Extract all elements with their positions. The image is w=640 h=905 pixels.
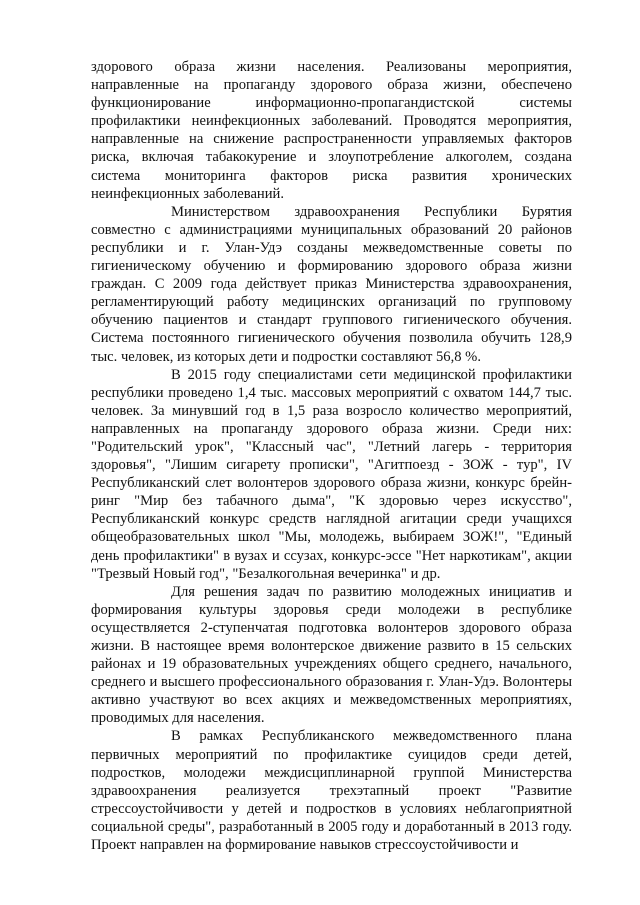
document-page <box>91 58 572 854</box>
paragraph-3: В 2015 году специалистами сети медицинской профилактики республики проведено 1,4 тыс. массовых мероприятий с охватом 144,7 тыс. человек. За минувший год в 1,5 раза возросло количество мероприятий, направленных на пропаганду здорового образа жизни. Среди них: "Родительский урок", "Классный час", "Летний лагерь - территория здоровья", "Лишим сигарету прописки", "Агитпоезд - ЗОЖ - тур", IV Республиканский слет волонтеров здорового образа жизни, конкурс брейн-ринг "Мир без табачного дыма", "К здоровью через искусство", Республиканский конкурс средств наглядной агитации среди учащихся общеобразовательных школ "Мы, молодежь, выбираем ЗОЖ!", "Единый день профилактики" в вузах и ссузах, конкурс-эссе "Нет наркотикам", акции "Трезвый Новый год", "Безалкогольная вечеринка" и др. <box>91 366 572 582</box>
paragraph-1: здорового образа жизни населения. Реализованы мероприятия, направленные на пропаганду здорового образа жизни, обеспечено функционирование информационно-пропагандистской системы профилактики неинфекционных заболеваний. Проводятся мероприятия, направленные на снижение распространенности управляемых факторов риска, включая табакокурение и злоупотребление алкоголем, создана система мониторинга факторов риска развития хронических неинфекционных заболеваний. <box>91 59 572 202</box>
paragraph-4: Для решения задач по развитию молодежных инициатив и формирования культуры здоровья среди молодежи в республике осуществляется 2-ступенчатая подготовка волонтеров здорового образа жизни. В настоящее время волонтерское движение развито в 15 сельских районах и 19 образовательных учреждениях общего среднего, начального, среднего и высшего профессионального образования г. Улан-Удэ. Волонтеры активно участвуют во всех акциях и межведомственных мероприятиях, проводимых для населения. <box>91 583 572 727</box>
paragraph-5: В рамках Республиканского межведомственного плана первичных мероприятий по профилактике суицидов среди детей, подростков, молодежи междисциплинарной группой Министерства здравоохранения реализуется трехэтапный проект "Развитие стрессоустойчивости у детей и подростков в условиях неблагоприятной социальной среды", разработанный в 2005 году и доработанный в 2013 году. Проект направлен на формирование навыков стрессоустойчивости и <box>91 728 572 854</box>
paragraph-2: Министерством здравоохранения Республики Бурятия совместно с администрациями муниципальных образований 20 районов республики и г. Улан-Удэ созданы межведомственные советы по гигиеническому обучению и формированию здорового образа жизни граждан. С 2009 года действует приказ Министерства здравоохранения, регламентирующий работу медицинских организаций по групповому обучению пациентов и стандарт группового гигиенического обучения. Система постоянного гигиенического обучения позволила обучить 128,9 тыс. человек, из которых дети и подростки составляют 56,8 %. <box>91 203 572 365</box>
